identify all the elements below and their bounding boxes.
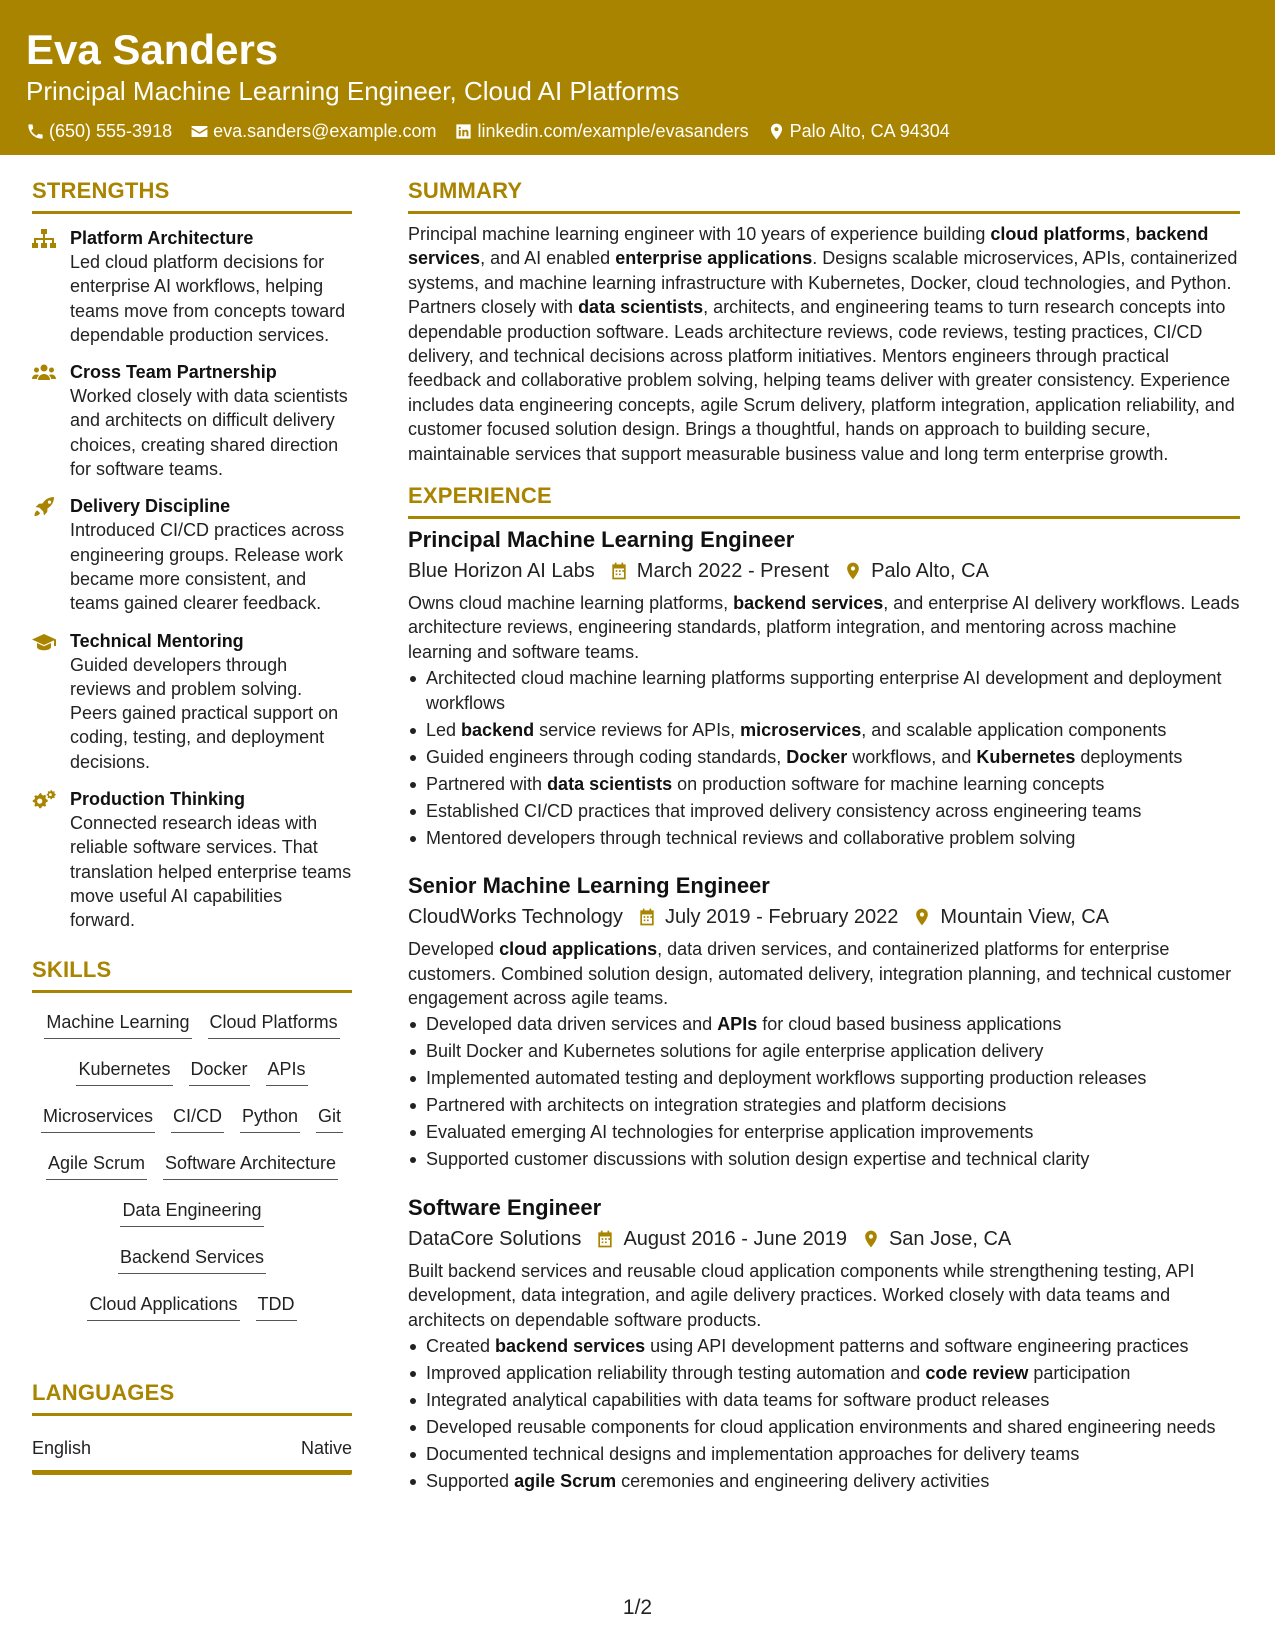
map-pin-icon	[912, 907, 932, 927]
strength-heading: Delivery Discipline	[70, 496, 231, 517]
job-title: Principal Machine Learning Engineer	[408, 527, 795, 553]
location-text: Palo Alto, CA 94304	[789, 121, 950, 141]
skills-list	[32, 1003, 352, 1332]
experience-section	[408, 481, 1240, 1493]
phone-text: (650) 555-3918	[49, 121, 173, 141]
job-dates: March 2022 - Present	[636, 560, 830, 583]
job-entry	[408, 1194, 1240, 1494]
job-bullet: Improved application reliability through testing automation and code review participation	[408, 1361, 1240, 1385]
strengths-section	[32, 176, 352, 933]
skill-chip: APIs	[266, 1056, 308, 1086]
job-title: Software Engineer	[408, 1194, 602, 1220]
candidate-name: Eva Sanders	[26, 26, 279, 73]
job-bullet: Evaluated emerging AI technologies for enterprise application improvements	[408, 1120, 1240, 1144]
job-bullet: Partnered with architects on integration strategies and platform decisions	[408, 1093, 1240, 1117]
job-meta	[408, 557, 1240, 585]
job-title: Senior Machine Learning Engineer	[408, 873, 770, 899]
strength-heading: Production Thinking	[70, 789, 245, 810]
job-company: Blue Horizon AI Labs	[408, 560, 595, 583]
left-column	[32, 176, 352, 1475]
job-bullet: Established CI/CD practices that improved delivery consistency across engineering teams	[408, 799, 1240, 823]
job-bullet: Mentored developers through technical reviews and collaborative problem solving	[408, 826, 1240, 850]
job-location: San Jose, CA	[888, 1227, 1012, 1250]
map-pin-icon	[767, 122, 786, 141]
calendar-icon	[609, 561, 629, 581]
languages-section	[32, 1378, 352, 1475]
skill-chip: TDD	[256, 1291, 297, 1321]
envelope-icon	[190, 122, 209, 141]
job-location: Mountain View, CA	[940, 906, 1110, 929]
job-bullet: Supported customer discussions with solution design expertise and technical clarity	[408, 1147, 1240, 1171]
language-name: English	[32, 1437, 92, 1458]
strength-item	[32, 494, 352, 615]
job-meta	[408, 903, 1240, 931]
job-bullet: Built Docker and Kubernetes solutions for agile enterprise application delivery	[408, 1039, 1240, 1063]
job-bullets	[408, 1334, 1240, 1493]
job-company: DataCore Solutions	[408, 1227, 582, 1250]
job-description: Developed cloud applications, data driven services, and containerized platforms for enterprise customers. Combined solution design, automated delivery, integration planning, and technical customer engagement across agile teams.	[408, 939, 1232, 1008]
skills-title: SKILLS	[32, 955, 352, 993]
skill-chip: Backend Services	[118, 1244, 266, 1274]
page-number: 1/2	[622, 1596, 653, 1619]
skill-chip: Kubernetes	[76, 1056, 172, 1086]
job-dates: July 2019 - February 2022	[664, 906, 899, 929]
job-bullet: Documented technical designs and implementation approaches for delivery teams	[408, 1442, 1240, 1466]
skills-section	[32, 955, 352, 1332]
resume-header	[0, 0, 1275, 155]
skill-chip: Machine Learning	[44, 1009, 191, 1039]
job-bullet: Architected cloud machine learning platforms supporting enterprise AI development and deployment workflows	[408, 666, 1240, 715]
job-dates: August 2016 - June 2019	[623, 1227, 847, 1250]
skill-chip: CI/CD	[171, 1103, 224, 1133]
job-bullet: Developed data driven services and APIs for cloud based business applications	[408, 1012, 1240, 1036]
job-description: Owns cloud machine learning platforms, backend services, and enterprise AI delivery workflows. Leads architecture reviews, engineering standards, platform integration, and mentoring across machine learning and software teams.	[408, 593, 1240, 662]
linkedin-icon	[454, 122, 473, 141]
linkedin-text[interactable]: linkedin.com/example/evasanders	[477, 121, 749, 141]
strength-heading: Platform Architecture	[70, 228, 254, 248]
language-level: Native	[300, 1437, 352, 1458]
language-row	[32, 1436, 352, 1475]
job-meta	[408, 1225, 1240, 1253]
strengths-title: STRENGTHS	[32, 176, 352, 214]
summary-title: SUMMARY	[408, 176, 1240, 214]
job-bullet: Supported agile Scrum ceremonies and engineering delivery activities	[408, 1469, 1240, 1493]
job-bullet: Guided engineers through coding standards, Docker workflows, and Kubernetes deployments	[408, 745, 1240, 769]
strength-item	[32, 226, 352, 347]
strength-description: Worked closely with data scientists and architects on difficult delivery choices, creating shared direction for software teams.	[70, 386, 348, 480]
job-bullets	[408, 1012, 1240, 1171]
cogs-icon	[32, 790, 56, 810]
job-bullet: Implemented automated testing and deployment workflows supporting production releases	[408, 1066, 1240, 1090]
job-company: CloudWorks Technology	[408, 906, 623, 929]
contact-email[interactable]	[190, 119, 436, 143]
job-description: Built backend services and reusable cloud application components while strengthening testing, API development, data integration, and agile delivery practices. Worked closely with data teams and architects on dependable software products.	[408, 1260, 1195, 1330]
strength-heading: Cross Team Partnership	[70, 362, 277, 383]
strength-description: Guided developers through reviews and problem solving. Peers gained practical support on coding, testing, and deployment decisions.	[70, 654, 339, 772]
summary-text: Principal machine learning engineer with 10 years of experience building cloud platforms, backend services, and AI enabled enterprise applications. Designs scalable microservices, APIs, containerized systems, and machine learning infrastructure with Kubernetes, Docker, cloud technologies, and Python. Partners closely with data scientists, architects, and engineering teams to turn research concepts into dependable production software. Leads architecture reviews, code reviews, testing practices, CI/CD delivery, and technical decisions across platform initiatives. Mentors engineers through practical feedback and collaborative problem solving, helping teams deliver with greater consistency. Experience includes data engineering concepts, agile Scrum delivery, platform integration, application reliability, and customer focused solution design. Brings a thoughtful, hands on approach to building secure, maintainable services that support measurable business value and long term enterprise growth.	[408, 224, 1238, 464]
right-column	[408, 176, 1240, 1496]
experience-title: EXPERIENCE	[408, 481, 1240, 519]
calendar-icon	[595, 1229, 615, 1249]
map-pin-icon	[843, 561, 863, 581]
skill-chip: Python	[240, 1103, 300, 1133]
skill-chip: Docker	[189, 1056, 250, 1086]
job-location: Palo Alto, CA	[871, 560, 989, 583]
job-bullet: Led backend service reviews for APIs, microservices, and scalable application components	[408, 718, 1240, 742]
skill-chip: Cloud Platforms	[208, 1009, 340, 1039]
calendar-icon	[637, 907, 657, 927]
strength-item	[32, 360, 352, 481]
skill-chip: Data Engineering	[120, 1197, 263, 1227]
skill-chip: Git	[316, 1103, 343, 1133]
job-entry	[408, 872, 1240, 1172]
users-icon	[32, 363, 56, 383]
skill-chip: Microservices	[41, 1103, 155, 1133]
job-bullet: Integrated analytical capabilities with data teams for software product releases	[408, 1388, 1240, 1412]
graduation-cap-icon	[32, 632, 56, 652]
job-bullet: Partnered with data scientists on production software for machine learning concepts	[408, 772, 1240, 796]
skill-chip: Software Architecture	[163, 1150, 338, 1180]
summary-section	[408, 176, 1240, 466]
contact-phone	[26, 119, 172, 143]
rocket-icon	[32, 497, 56, 517]
contact-location	[767, 119, 950, 143]
skill-chip: Agile Scrum	[46, 1150, 147, 1180]
strength-item	[32, 629, 352, 774]
skill-chip: Cloud Applications	[87, 1291, 239, 1321]
job-bullet: Created backend services using API development patterns and software engineering practices	[408, 1334, 1240, 1358]
phone-icon	[26, 122, 45, 141]
job-entry	[408, 526, 1240, 850]
languages-title: LANGUAGES	[32, 1378, 352, 1416]
email-text[interactable]: eva.sanders@example.com	[213, 121, 437, 141]
sitemap-icon	[32, 229, 56, 249]
contact-linkedin[interactable]	[454, 119, 748, 143]
job-bullets	[408, 666, 1240, 850]
contact-bar	[26, 119, 1249, 143]
job-bullet: Developed reusable components for cloud application environments and shared engineering needs	[408, 1415, 1240, 1439]
strength-description: Introduced CI/CD practices across engineering groups. Release work became more consistent, and teams gained clearer feedback.	[70, 520, 345, 614]
strength-heading: Technical Mentoring	[70, 630, 244, 651]
strength-description: Connected research ideas with reliable software services. That translation helped enterprise teams move useful AI capabilities forward.	[70, 813, 352, 931]
candidate-title: Principal Machine Learning Engineer, Cloud AI Platforms	[26, 76, 680, 106]
strength-description: Led cloud platform decisions for enterprise AI workflows, helping teams move from concepts toward dependable production services.	[70, 252, 346, 345]
map-pin-icon	[861, 1229, 881, 1249]
strength-item	[32, 787, 352, 932]
